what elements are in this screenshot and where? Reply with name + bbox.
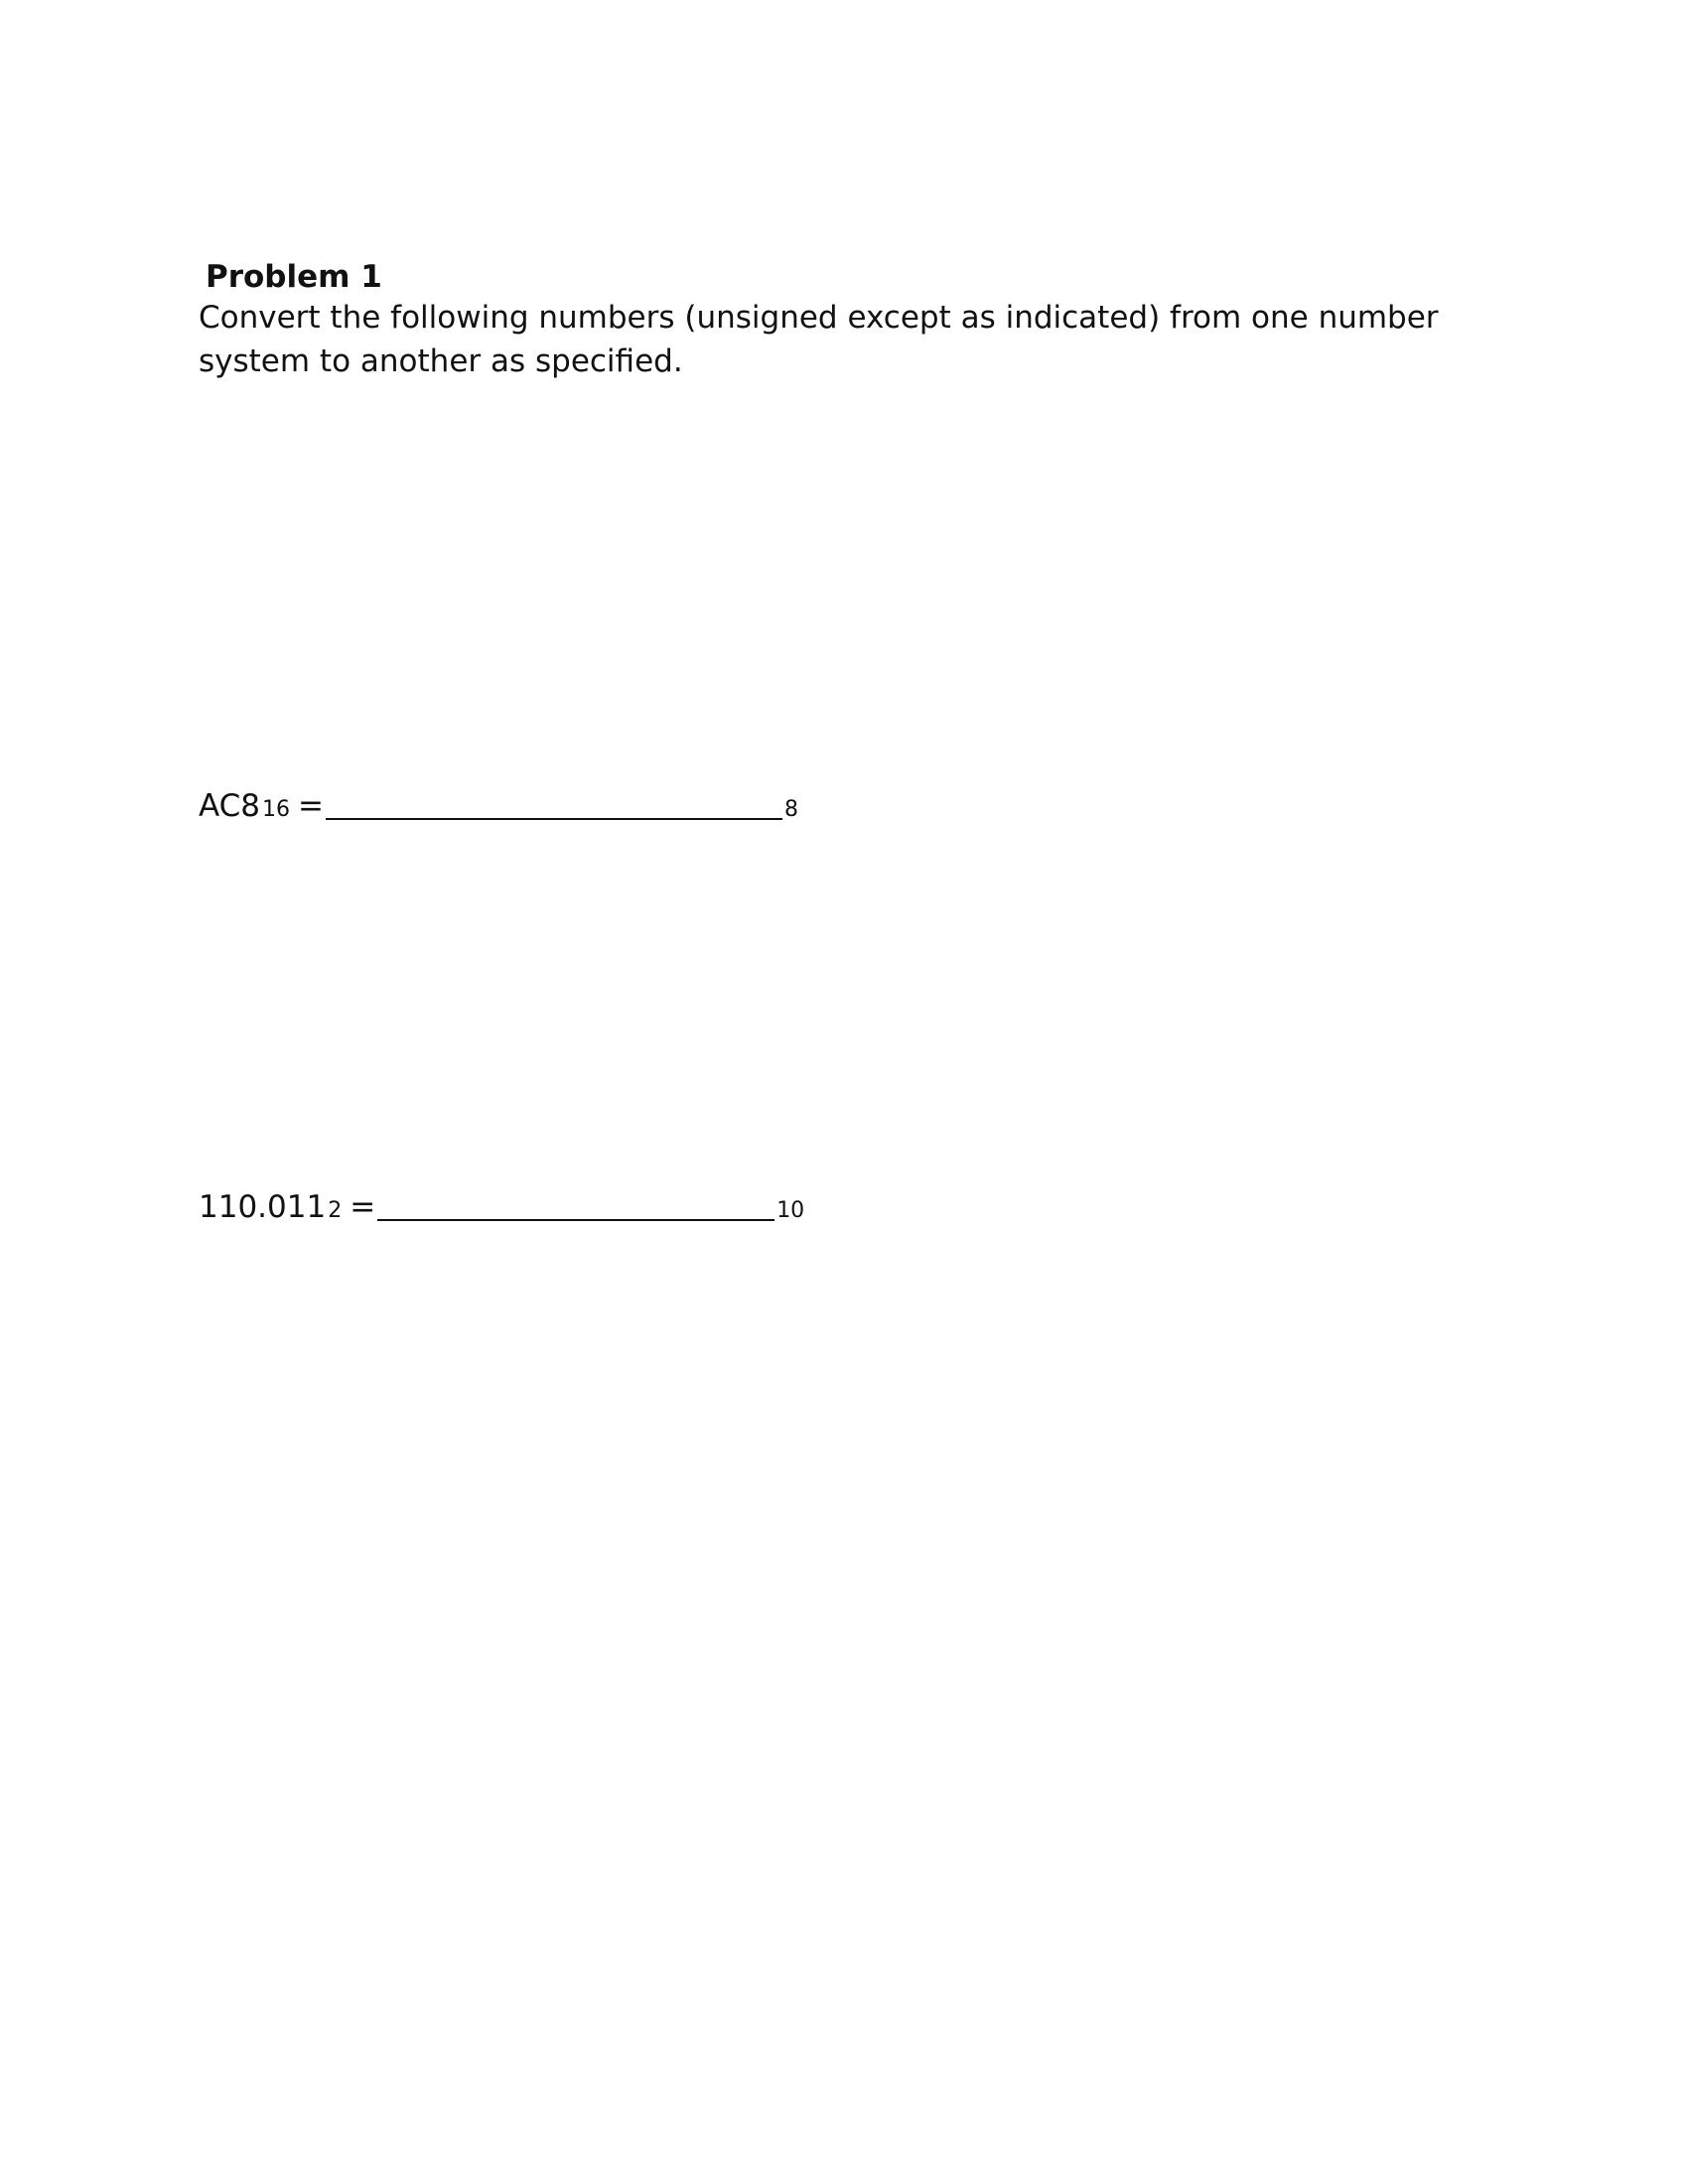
answer-blank[interactable] (377, 1189, 774, 1221)
conversion-equation-2 (199, 1185, 804, 1231)
target-base-subscript: 8 (784, 797, 799, 822)
equals-sign: = (350, 1189, 376, 1225)
source-base-subscript: 2 (328, 1198, 343, 1223)
target-base-subscript: 10 (776, 1198, 805, 1223)
problem-title: Problem 1 (206, 259, 382, 295)
source-number: AC8 (199, 788, 261, 824)
conversion-equation-1 (199, 784, 798, 830)
source-base-subscript: 16 (262, 797, 291, 822)
source-number: 110.011 (199, 1189, 327, 1225)
answer-blank[interactable] (326, 788, 782, 820)
problem-instructions: Convert the following numbers (unsigned except as indicated) from one number system to another as specified. (199, 300, 1439, 379)
equals-sign: = (298, 788, 325, 824)
